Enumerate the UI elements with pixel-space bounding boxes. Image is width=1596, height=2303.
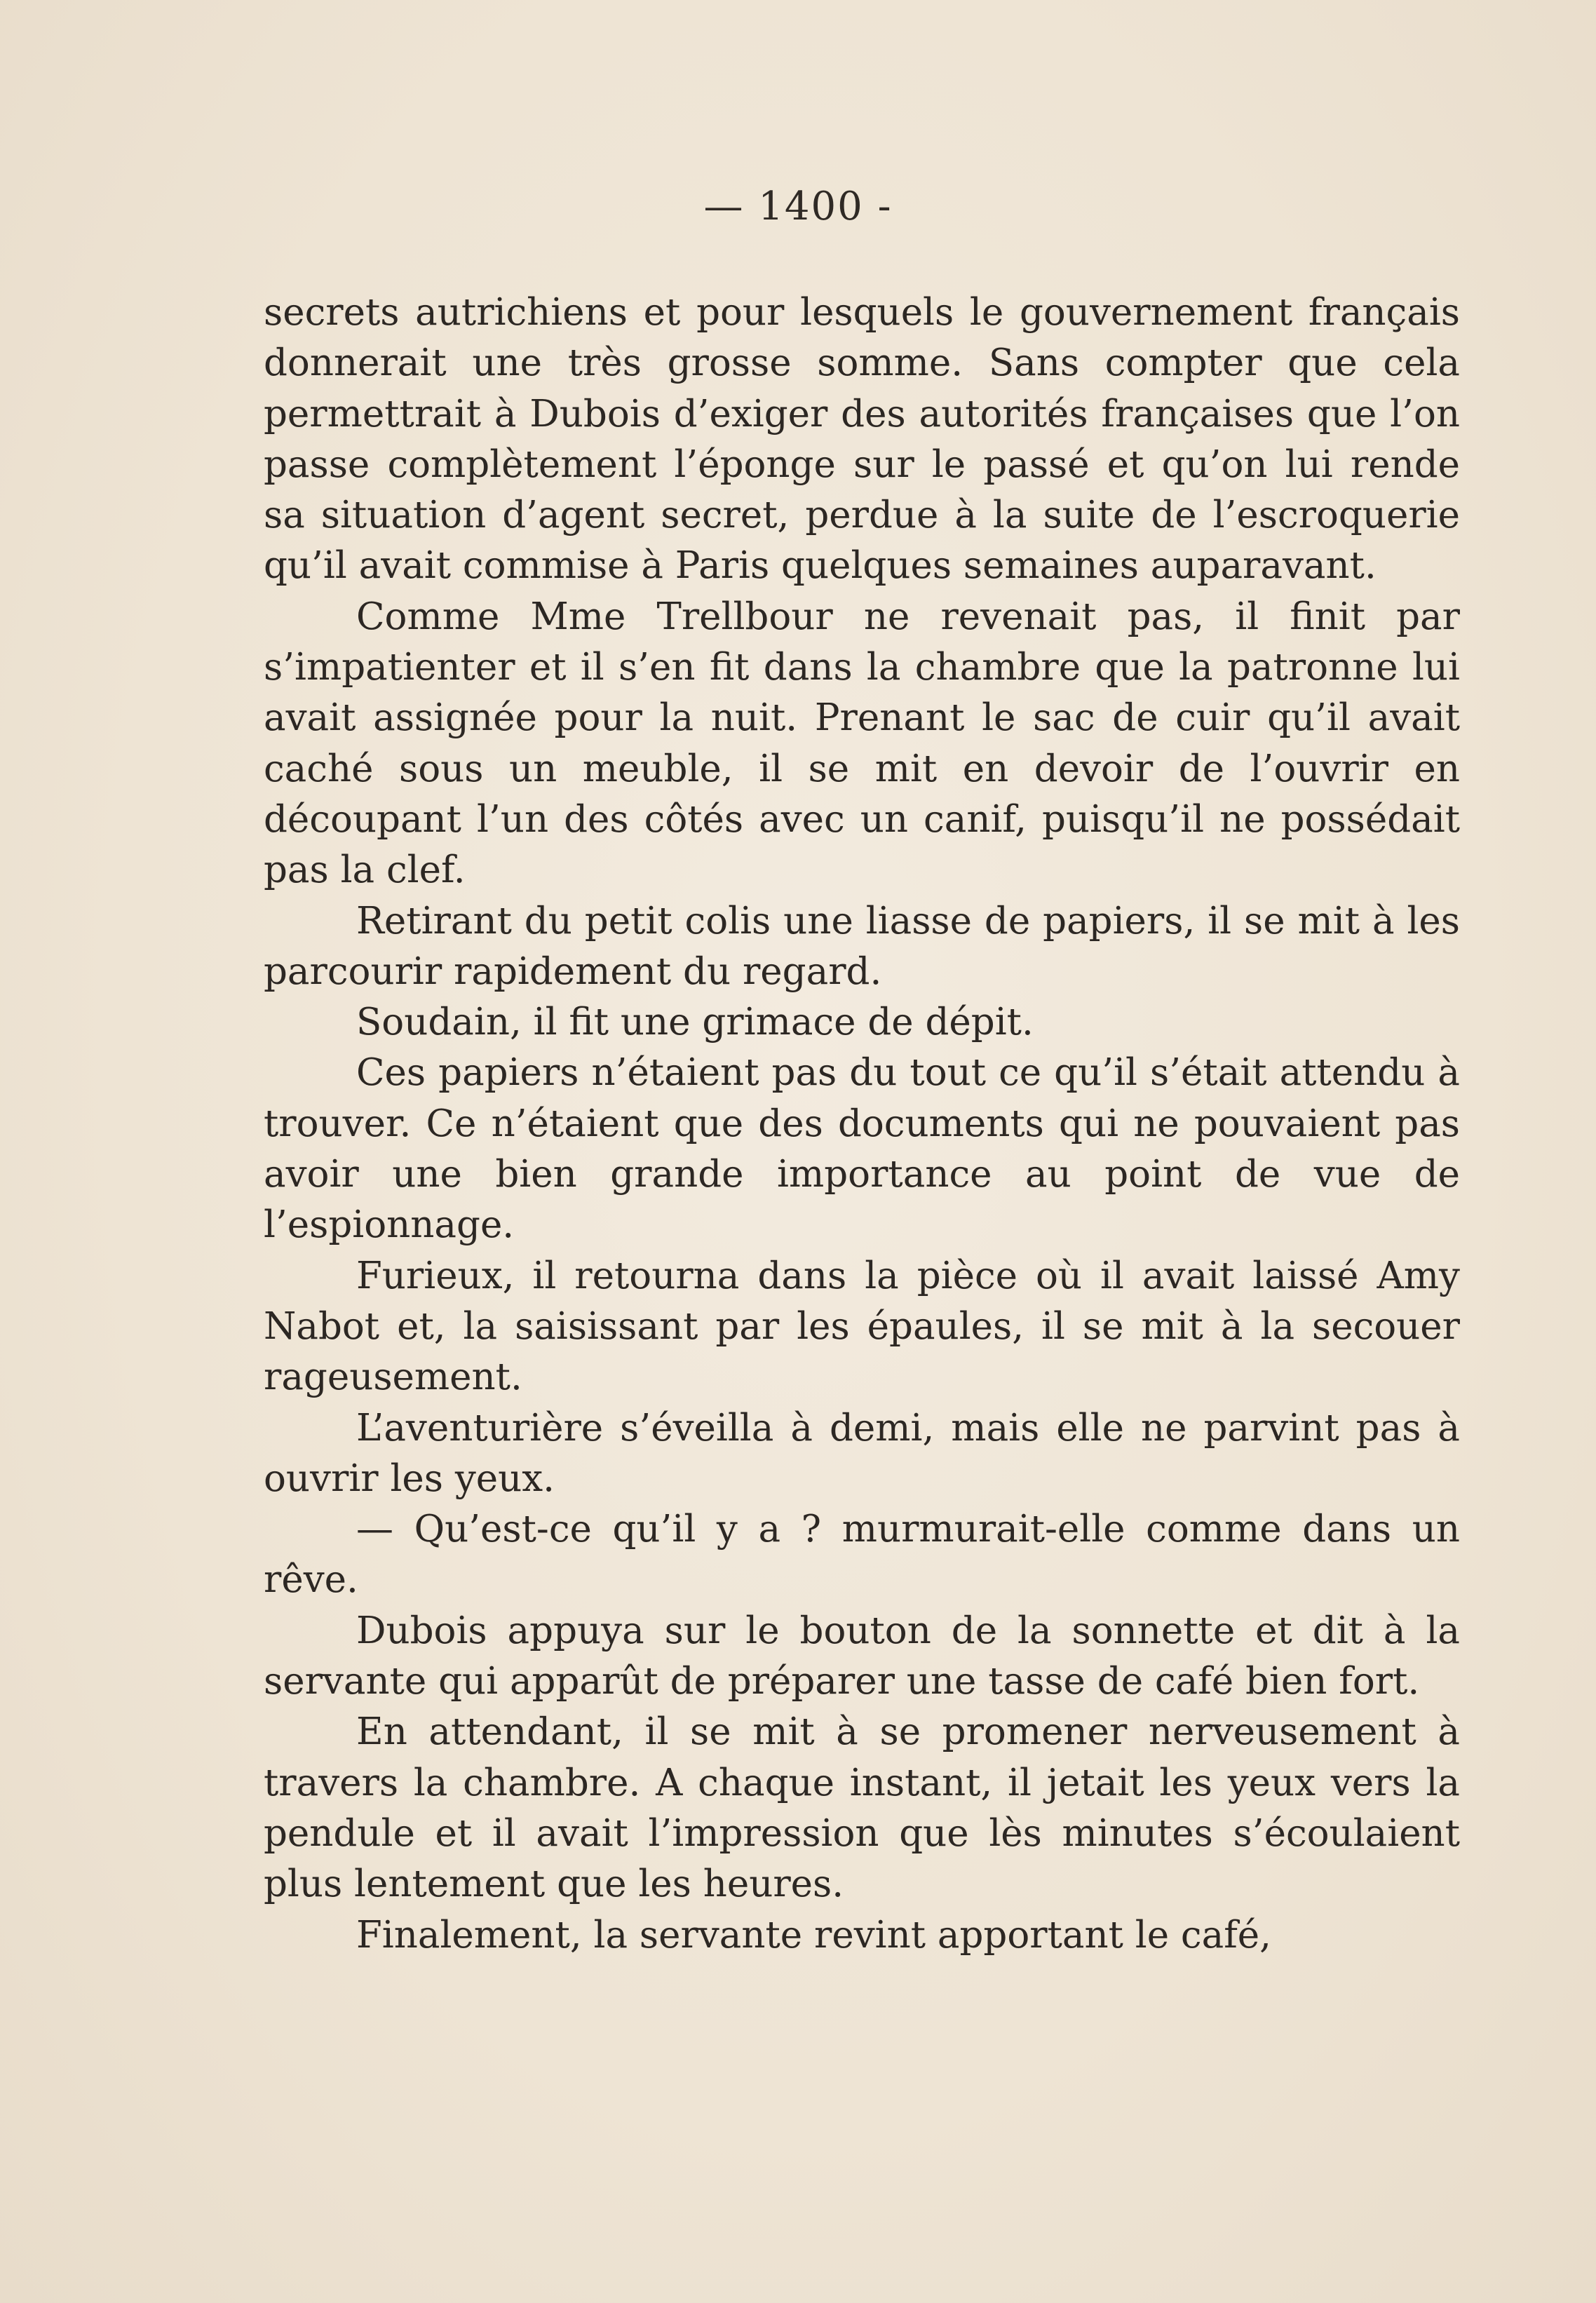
paragraph: Soudain, il fit une grimace de dépit. <box>356 1001 1034 1044</box>
page-number: — 1400 - <box>703 184 893 229</box>
paragraph: secrets autrichiens et pour lesquels le gouvernement français donnerait une très grosse somme. Sans compter que cela permettrait à Dubois d’exiger des autorités françaises que l’on passe complètement l’éponge sur le passé et qu’on lui rende sa situation d’agent secret, perdue à la suite de l’escroquerie qu’il avait commise à Paris quelques semaines auparavant. <box>264 291 1460 588</box>
paragraph: Furieux, il retourna dans la pièce où il avait laissé Amy Nabot et, la saisissant par les épaules, il se mit à la secouer rageusement. <box>264 1254 1460 1399</box>
page-body <box>264 288 1460 1961</box>
paragraph: Comme Mme Trellbour ne revenait pas, il finit par s’impatienter et il s’en fit dans la chambre que la patronne lui avait assignée pour la nuit. Prenant le sac de cuir qu’il avait caché sous un meuble, il se mit en devoir de l’ouvrir en découpant l’un des côtés avec un canif, puisqu’il ne possédait pas la clef. <box>264 595 1460 892</box>
paragraph: Dubois appuya sur le bouton de la sonnette et dit à la servante qui apparût de préparer une tasse de café bien fort. <box>264 1609 1460 1703</box>
paragraph: Ces papiers n’étaient pas du tout ce qu’il s’était attendu à trouver. Ce n’étaient que des documents qui ne pouvaient pas avoir une bien grande importance au point de vue de l’espionnage. <box>264 1051 1460 1247</box>
paragraph: L’aventurière s’éveilla à demi, mais elle ne parvint pas à ouvrir les yeux. <box>264 1406 1460 1500</box>
paragraph: En attendant, il se mit à se promener nerveusement à travers la chambre. A chaque instant, il jetait les yeux vers la pendule et il avait l’impression que lès minutes s’écoulaient plus lentement que les heures. <box>264 1710 1460 1906</box>
paragraph: — Qu’est-ce qu’il y a ? murmurait-elle comme dans un rêve. <box>264 1508 1460 1602</box>
paragraph: Finalement, la servante revint apportant le café, <box>356 1913 1272 1957</box>
paragraph: Retirant du petit colis une liasse de papiers, il se mit à les parcourir rapidement du regard. <box>264 899 1460 993</box>
